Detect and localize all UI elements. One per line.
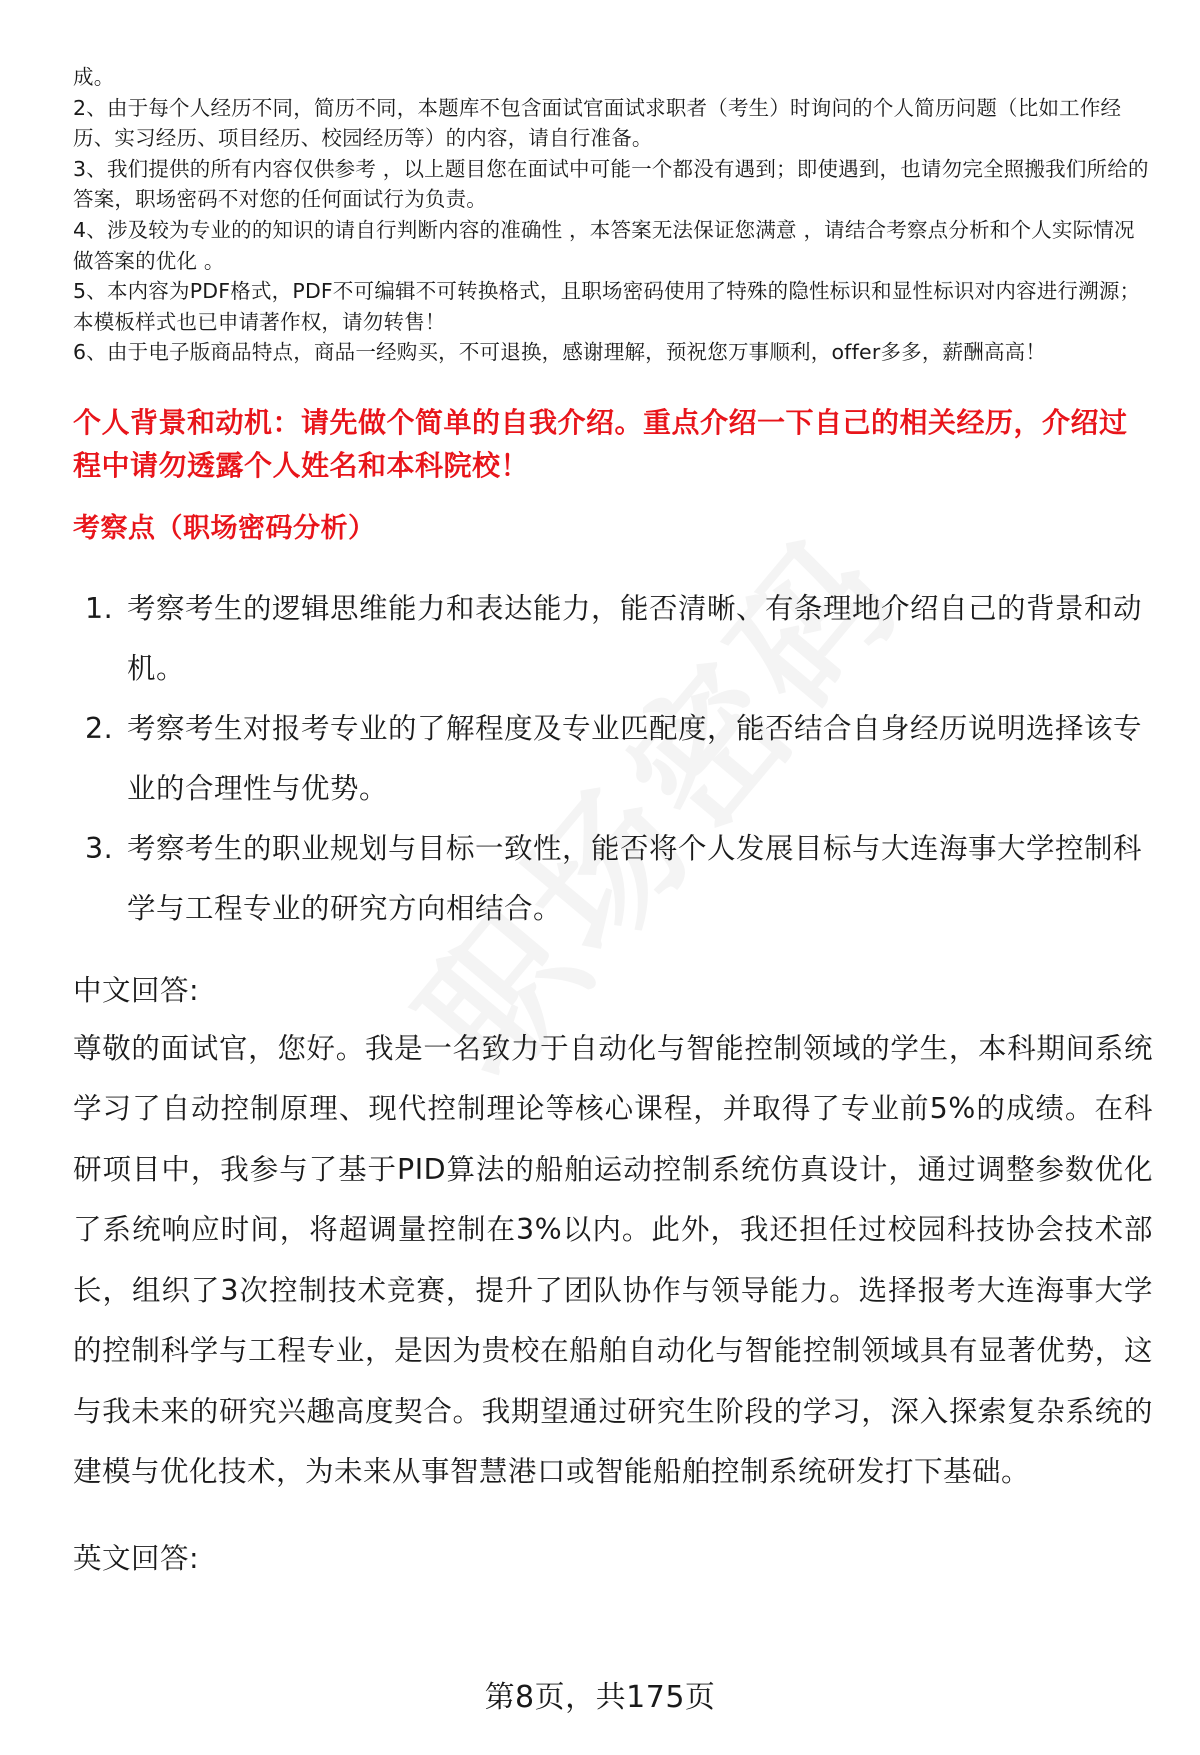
point-number: 1. (85, 591, 114, 625)
note-item: 3、我们提供的所有内容仅供参考 ，以上题目您在面试中可能一个都没有遇到；即使遇到，也请勿完全照搬我们所给的答案，职场密码不对您的任何面试行为负责。 (73, 156, 1149, 212)
note-item: 成。 (73, 65, 115, 89)
page-footer: 第8页，共175页 (484, 1680, 716, 1715)
analysis-point (73, 819, 1153, 939)
point-text: 考察考生的逻辑思维能力和表达能力，能否清晰、有条理地介绍自己的背景和动机。 (127, 591, 1143, 685)
note-item: 6、由于电子版商品特点，商品一经购买，不可退换，感谢理解，预祝您万事顺利，offer多多，薪酬高高！ (73, 340, 1047, 365)
chinese-answer-text: 尊敬的面试官，您好。我是一名致力于自动化与智能控制领域的学生，本科期间系统学习了自动控制原理、现代控制理论等核心课程，并取得了专业前5%的成绩。在科研项目中，我参与了基于PID算法的船舶运动控制系统仿真设计，通过调整参数优化了系统响应时间，将超调量控制在3%以内。此外，我还担任过校园科技协会技术部长，组织了3次控制技术竞赛，提升了团队协作与领导能力。选择报考大连海事大学的控制科学与工程专业，是因为贵校在船舶自动化与智能控制领域具有显著优势，这与我未来的研究兴趣高度契合。我期望通过研究生阶段的学习，深入探索复杂系统的建模与优化技术，为未来从事智慧港口或智能船舶控制系统研发打下基础。 (73, 1031, 1153, 1489)
question-heading: 个人背景和动机：请先做个简单的自我介绍。重点介绍一下自己的相关经历，介绍过程中请勿透露个人姓名和本科院校！ (73, 405, 1128, 482)
point-number: 3. (85, 831, 114, 865)
english-answer-label: 英文回答: (73, 1541, 200, 1575)
analysis-points (73, 579, 1153, 939)
analysis-point (73, 579, 1153, 699)
analysis-point (73, 699, 1153, 819)
note-item: 4、涉及较为专业的的知识的请自行判断内容的准确性 ，本答案无法保证您满意 ，请结合考察点分析和个人实际情况做答案的优化 。 (73, 217, 1135, 273)
chinese-answer-label: 中文回答: (73, 973, 200, 1007)
point-text: 考察考生的职业规划与目标一致性，能否将个人发展目标与大连海事大学控制科学与工程专业的研究方向相结合。 (127, 831, 1143, 925)
note-item: 5、本内容为PDF格式，PDF不可编辑不可转换格式，且职场密码使用了特殊的隐性标识和显性标识对内容进行溯源；本模板样式也已申请著作权，请勿转售！ (73, 279, 1141, 334)
point-number: 2. (85, 711, 114, 745)
document-page (73, 0, 1153, 1579)
notes-list (73, 62, 1153, 368)
note-item: 2、由于每个人经历不同，简历不同，本题库不包含面试官面试求职者（考生）时询问的个人简历问题（比如工作经历、实习经历、项目经历、校园经历等）的内容，请自行准备。 (73, 95, 1122, 151)
analysis-title: 考察点（职场密码分析） (73, 512, 376, 544)
point-text: 考察考生对报考专业的了解程度及专业匹配度，能否结合自身经历说明选择该专业的合理性与优势。 (127, 711, 1143, 805)
